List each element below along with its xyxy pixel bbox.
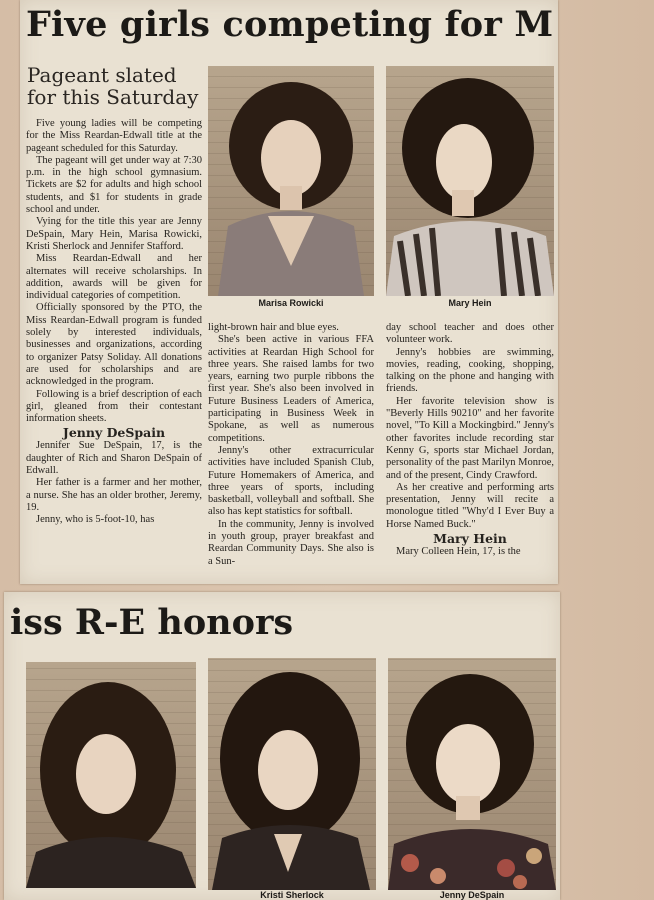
caption-mary: Mary Hein: [448, 298, 492, 308]
paragraph: Following is a brief description of each girl, gleaned from their contestant information sheets.: [26, 388, 202, 425]
article-column-2: [208, 322, 374, 568]
clipping-bottom: [4, 592, 560, 900]
portrait-image: [386, 66, 554, 296]
photo-jenny-despain: [388, 658, 556, 890]
photo-unlabeled-contestant: [26, 662, 196, 888]
portrait-image: [208, 658, 376, 890]
photo-kristi-sherlock: [208, 658, 376, 890]
article-column-1: [26, 118, 202, 527]
paragraph: Officially sponsored by the PTO, the Miss Reardan-Edwall program is funded solely by interested individuals, businesses and organizations, according to organizer Patsy Soliday. All donations are used for scholarships and are acknowledged in the program.: [26, 302, 202, 388]
paragraph: Jenny's hobbies are swimming, movies, reading, cooking, shopping, talking on the phone and hanging with friends.: [386, 346, 554, 395]
portrait-image: [26, 662, 196, 888]
paragraph: The pageant will get under way at 7:30 p.m. in the high school gymnasium. Tickets are $2 for adults and high school students, and $1 for students in grade school and under.: [26, 154, 202, 216]
byline-mary: Mary Hein: [433, 531, 507, 547]
paragraph: She's been active in various FFA activities at Reardan High School for three years. She raised lambs for two years, earning two purple ribbons the first year. She's also been involved in Future Business Leaders of America, participating in Business Week in Spokane, as well as numerous competitions.: [208, 334, 374, 444]
byline-jenny: Jenny DeSpain: [62, 425, 166, 441]
caption-kristi: Kristi Sherlock: [260, 890, 324, 900]
headline: Five girls competing for M: [26, 4, 554, 45]
paragraph: As her creative and performing arts presentation, Jenny will recite a monologue titled "Why'd I Ever Buy a Horse Named Buck.": [386, 481, 554, 530]
photo-mary-hein: [386, 66, 554, 296]
caption-jenny: Jenny DeSpain: [439, 890, 505, 900]
paragraph: day school teacher and does other volunteer work.: [386, 322, 554, 346]
paragraph: Jennifer Sue DeSpain, 17, is the daughter of Rich and Sharon DeSpain of Edwall.: [26, 440, 202, 477]
paragraph: Vying for the title this year are Jenny DeSpain, Mary Hein, Marisa Rowicki, Kristi Sherlock and Jennifer Stafford.: [26, 216, 202, 252]
paragraph: Jenny's other extracurricular activities have included Spanish Club, Future Homemakers of America, and three years of sports, including basketball, volleyball and softball. She also has kept statistics for softball.: [208, 444, 374, 518]
paragraph: Her father is a farmer and her mother, a nurse. She has an older brother, Jeremy, 19.: [26, 477, 202, 513]
paragraph: Mary Colleen Hein, 17, is the: [396, 546, 521, 558]
portrait-image: [208, 66, 374, 296]
paragraph: Miss Reardan-Edwall and her alternates will receive scholarships. In addition, awards will be given for individual categories of competition.: [26, 253, 202, 302]
paragraph: Jenny, who is 5-foot-10, has: [36, 514, 155, 526]
headline-continued: iss R-E honors: [10, 602, 294, 643]
caption-marisa: Marisa Rowicki: [258, 298, 324, 308]
paragraph: Her favorite television show is "Beverly Hills 90210" and her favorite novel, "To Kill a Mockingbird." Jenny's other favorites include recording star Kenny G, sports star Michael Jordan, personality of the past Marilyn Monroe, and of the present, Cindy Crawford.: [386, 395, 554, 481]
article-column-3: [386, 322, 554, 558]
paragraph: light-brown hair and blue eyes.: [208, 322, 339, 333]
portrait-image: [388, 658, 556, 890]
photo-marisa-rowicki: [208, 66, 374, 296]
paragraph: In the community, Jenny is involved in youth group, prayer breakfast and Reardan Community Days. She also is a Sun-: [208, 518, 374, 567]
clipping-top: [20, 0, 558, 584]
paragraph: Five young ladies will be competing for the Miss Reardan-Edwall title at the pageant scheduled for this Saturday.: [26, 118, 202, 154]
subheadline: Pageant slated for this Saturday: [27, 63, 199, 109]
